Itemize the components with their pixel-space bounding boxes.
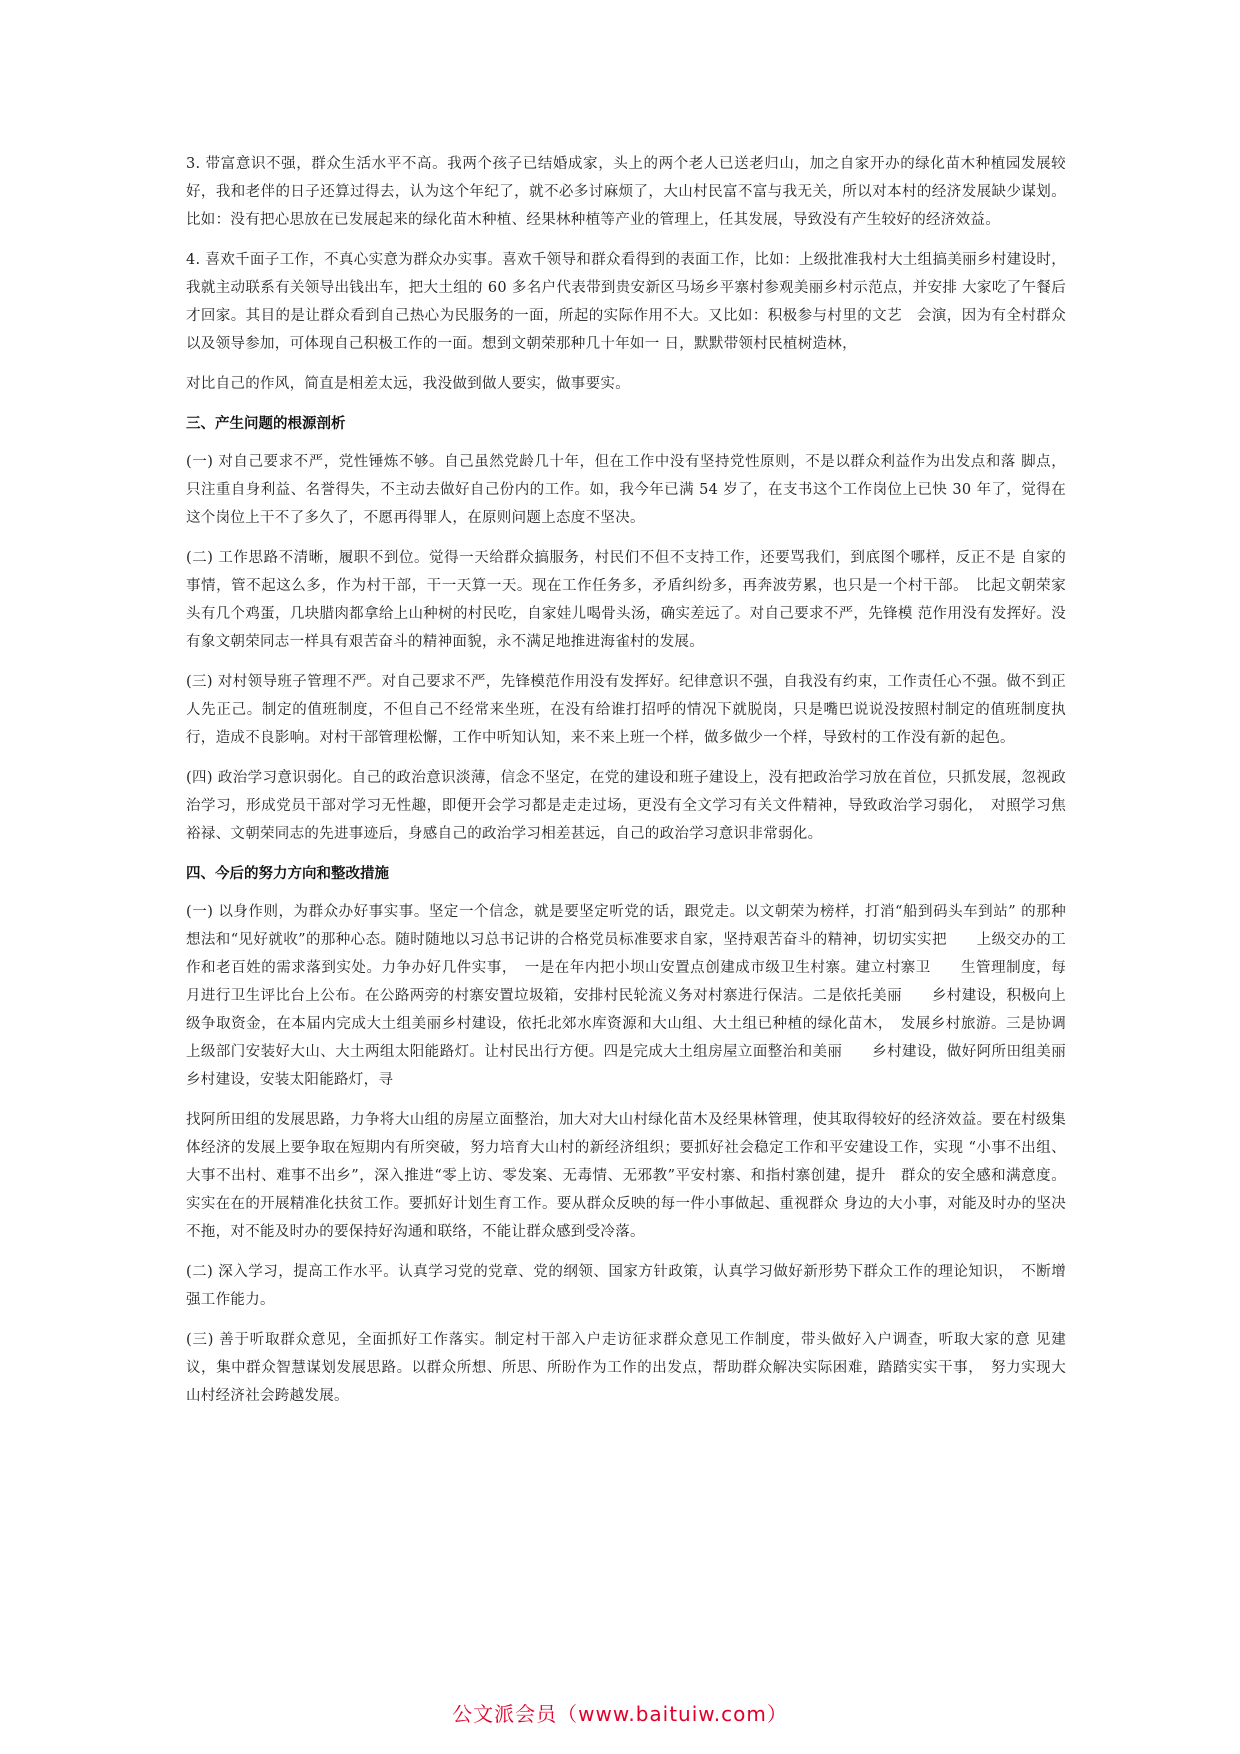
paragraph: (二) 工作思路不清晰，履职不到位。觉得一天给群众搞服务，村民们不但不支持工作，还要骂我们，到底图个哪样，反正不是 自家的事情，管不起这么多，作为村干部，干一天算一天。现在工作任务多，矛盾纠纷多，再奔波劳累，也只是一个村干部。 比起文朝荣家头有几个鸡蛋，几块腊肉都拿给上山种树的村民吃，自家娃儿喝骨头汤，确实差远了。对自己要求不严，先锋模 范作用没有发挥好。没有象文朝荣同志一样具有艰苦奋斗的精神面貌，永不满足地推进海雀村的发展。 — [186, 550, 1066, 650]
paragraph: (一) 对自己要求不严，党性锤炼不够。自己虽然党龄几十年，但在工作中没有坚持党性原则，不是以群众利益作为出发点和落 脚点，只注重自身利益、名誉得失，不主动去做好自己份内的工作。如，我今年已满 54 岁了，在支书这个工作岗位上已快 30 年了，觉得在这个岗位上干不了多久了，不愿再得罪人，在原则问题上态度不坚决。 — [186, 454, 1066, 526]
paragraph: (三) 对村领导班子管理不严。对自己要求不严，先锋模范作用没有发挥好。纪律意识不强，自我没有约束，工作责任心不强。做不到正人先正己。制定的值班制度，不但自己不经常来坐班，在没有给谁打招呼的情况下就脱岗，只是嘴巴说说没按照村制定的值班制度执行，造成不良影响。对村干部管理松懈，工作中听知认知，来不来上班一个样，做多做少一个样，导致村的工作没有新的起色。 — [186, 674, 1066, 746]
paragraph: (三) 善于听取群众意见，全面抓好工作落实。制定村干部入户走访征求群众意见工作制度，带头做好入户调查，听取大家的意 见建议，集中群众智慧谋划发展思路。以群众所想、所思、所盼作为工作的出发点，帮助群众解决实际困难，踏踏实实干事， 努力实现大山村经济社会跨越发展。 — [186, 1332, 1066, 1404]
paragraph: (四) 政治学习意识弱化。自己的政治意识淡薄，信念不坚定，在党的建设和班子建设上，没有把政治学习放在首位，只抓发展，忽视政治学习，形成党员干部对学习无性趣，即便开会学习都是走走过场，更没有全文学习有关文件精神，导致政治学习弱化， 对照学习焦裕禄、文朝荣同志的先进事迹后，身感自己的政治学习相差甚远，自己的政治学习意识非常弱化。 — [186, 770, 1066, 842]
section-heading: 三、产生问题的根源剖析 — [186, 416, 346, 432]
section-heading: 四、今后的努力方向和整改措施 — [186, 866, 389, 882]
paragraph: 对比自己的作风，简直是相差太远，我没做到做人要实，做事要实。 — [186, 376, 630, 392]
paragraph: (二) 深入学习，提高工作水平。认真学习党的党章、党的纲领、国家方针政策，认真学习做好新形势下群众工作的理论知识， 不断增强工作能力。 — [186, 1264, 1066, 1308]
footer-watermark-link[interactable]: 公文派会员（www.baituiw.com） — [452, 1702, 788, 1726]
paragraph: 3. 带富意识不强，群众生活水平不高。我两个孩子已结婚成家，头上的两个老人已送老归山，加之自家开办的绿化苗木种植园发展较好，我和老伴的日子还算过得去，认为这个年纪了，就不必多讨麻烦了，大山村民富不富与我无关，所以对本村的经济发展缺少谋划。比如：没有把心思放在已发展起来的绿化苗木种植、经果林种植等产业的管理上，任其发展，导致没有产生较好的经济效益。 — [186, 156, 1066, 228]
paragraph: 4. 喜欢千面子工作，不真心实意为群众办实事。喜欢千领导和群众看得到的表面工作，比如：上级批准我村大土组搞美丽乡村建设时，我就主动联系有关领导出钱出车，把大土组的 60 多名户代表带到贵安新区马场乡平寨村参观美丽乡村示范点，并安排 大家吃了午餐后才回家。其目的是让群众看到自己热心为民服务的一面，所起的实际作用不大。又比如：积极参与村里的文艺 会演，因为有全村群众以及领导参加，可体现自己积极工作的一面。想到文朝荣那种几十年如一 日，默默带领村民植树造林， — [186, 252, 1066, 352]
document-body — [186, 150, 1066, 1422]
paragraph: 找阿所田组的发展思路，力争将大山组的房屋立面整治，加大对大山村绿化苗木及经果林管理，使其取得较好的经济效益。要在村级集体经济的发展上要争取在短期内有所突破，努力培育大山村的新经济组织；要抓好社会稳定工作和平安建设工作，实现 “小事不出组、大事不出村、难事不出乡”，深入推进“零上访、零发案、无毒情、无邪教”平安村寨、和指村寨创建，提升 群众的安全感和满意度。实实在在的开展精准化扶贫工作。要抓好计划生育工作。要从群众反映的每一件小事做起、重视群众 身边的大小事，对能及时办的坚决不拖，对不能及时办的要保持好沟通和联络，不能让群众感到受冷落。 — [186, 1112, 1066, 1240]
paragraph: (一) 以身作则，为群众办好事实事。坚定一个信念，就是要坚定听党的话，跟党走。以文朝荣为榜样，打消“船到码头车到站” 的那种想法和“见好就收”的那种心态。随时随地以习总书记讲的合格党员标准要求自家，坚持艰苦奋斗的精神，切切实实把 上级交办的工作和老百姓的需求落到实处。力争办好几件实事， 一是在年内把小坝山安置点创建成市级卫生村寨。建立村寨卫 生管理制度，每月进行卫生评比台上公布。在公路两旁的村寨安置垃圾箱，安排村民轮流义务对村寨进行保洁。二是依托美丽 乡村建设，积极向上级争取资金，在本届内完成大土组美丽乡村建设，依托北郊水库资源和大山组、大土组已种植的绿化苗木， 发展乡村旅游。三是协调上级部门安装好大山、大土两组太阳能路灯。让村民出行方便。四是完成大土组房屋立面整治和美丽 乡村建设，做好阿所田组美丽乡村建设，安装太阳能路灯，寻 — [186, 904, 1066, 1088]
